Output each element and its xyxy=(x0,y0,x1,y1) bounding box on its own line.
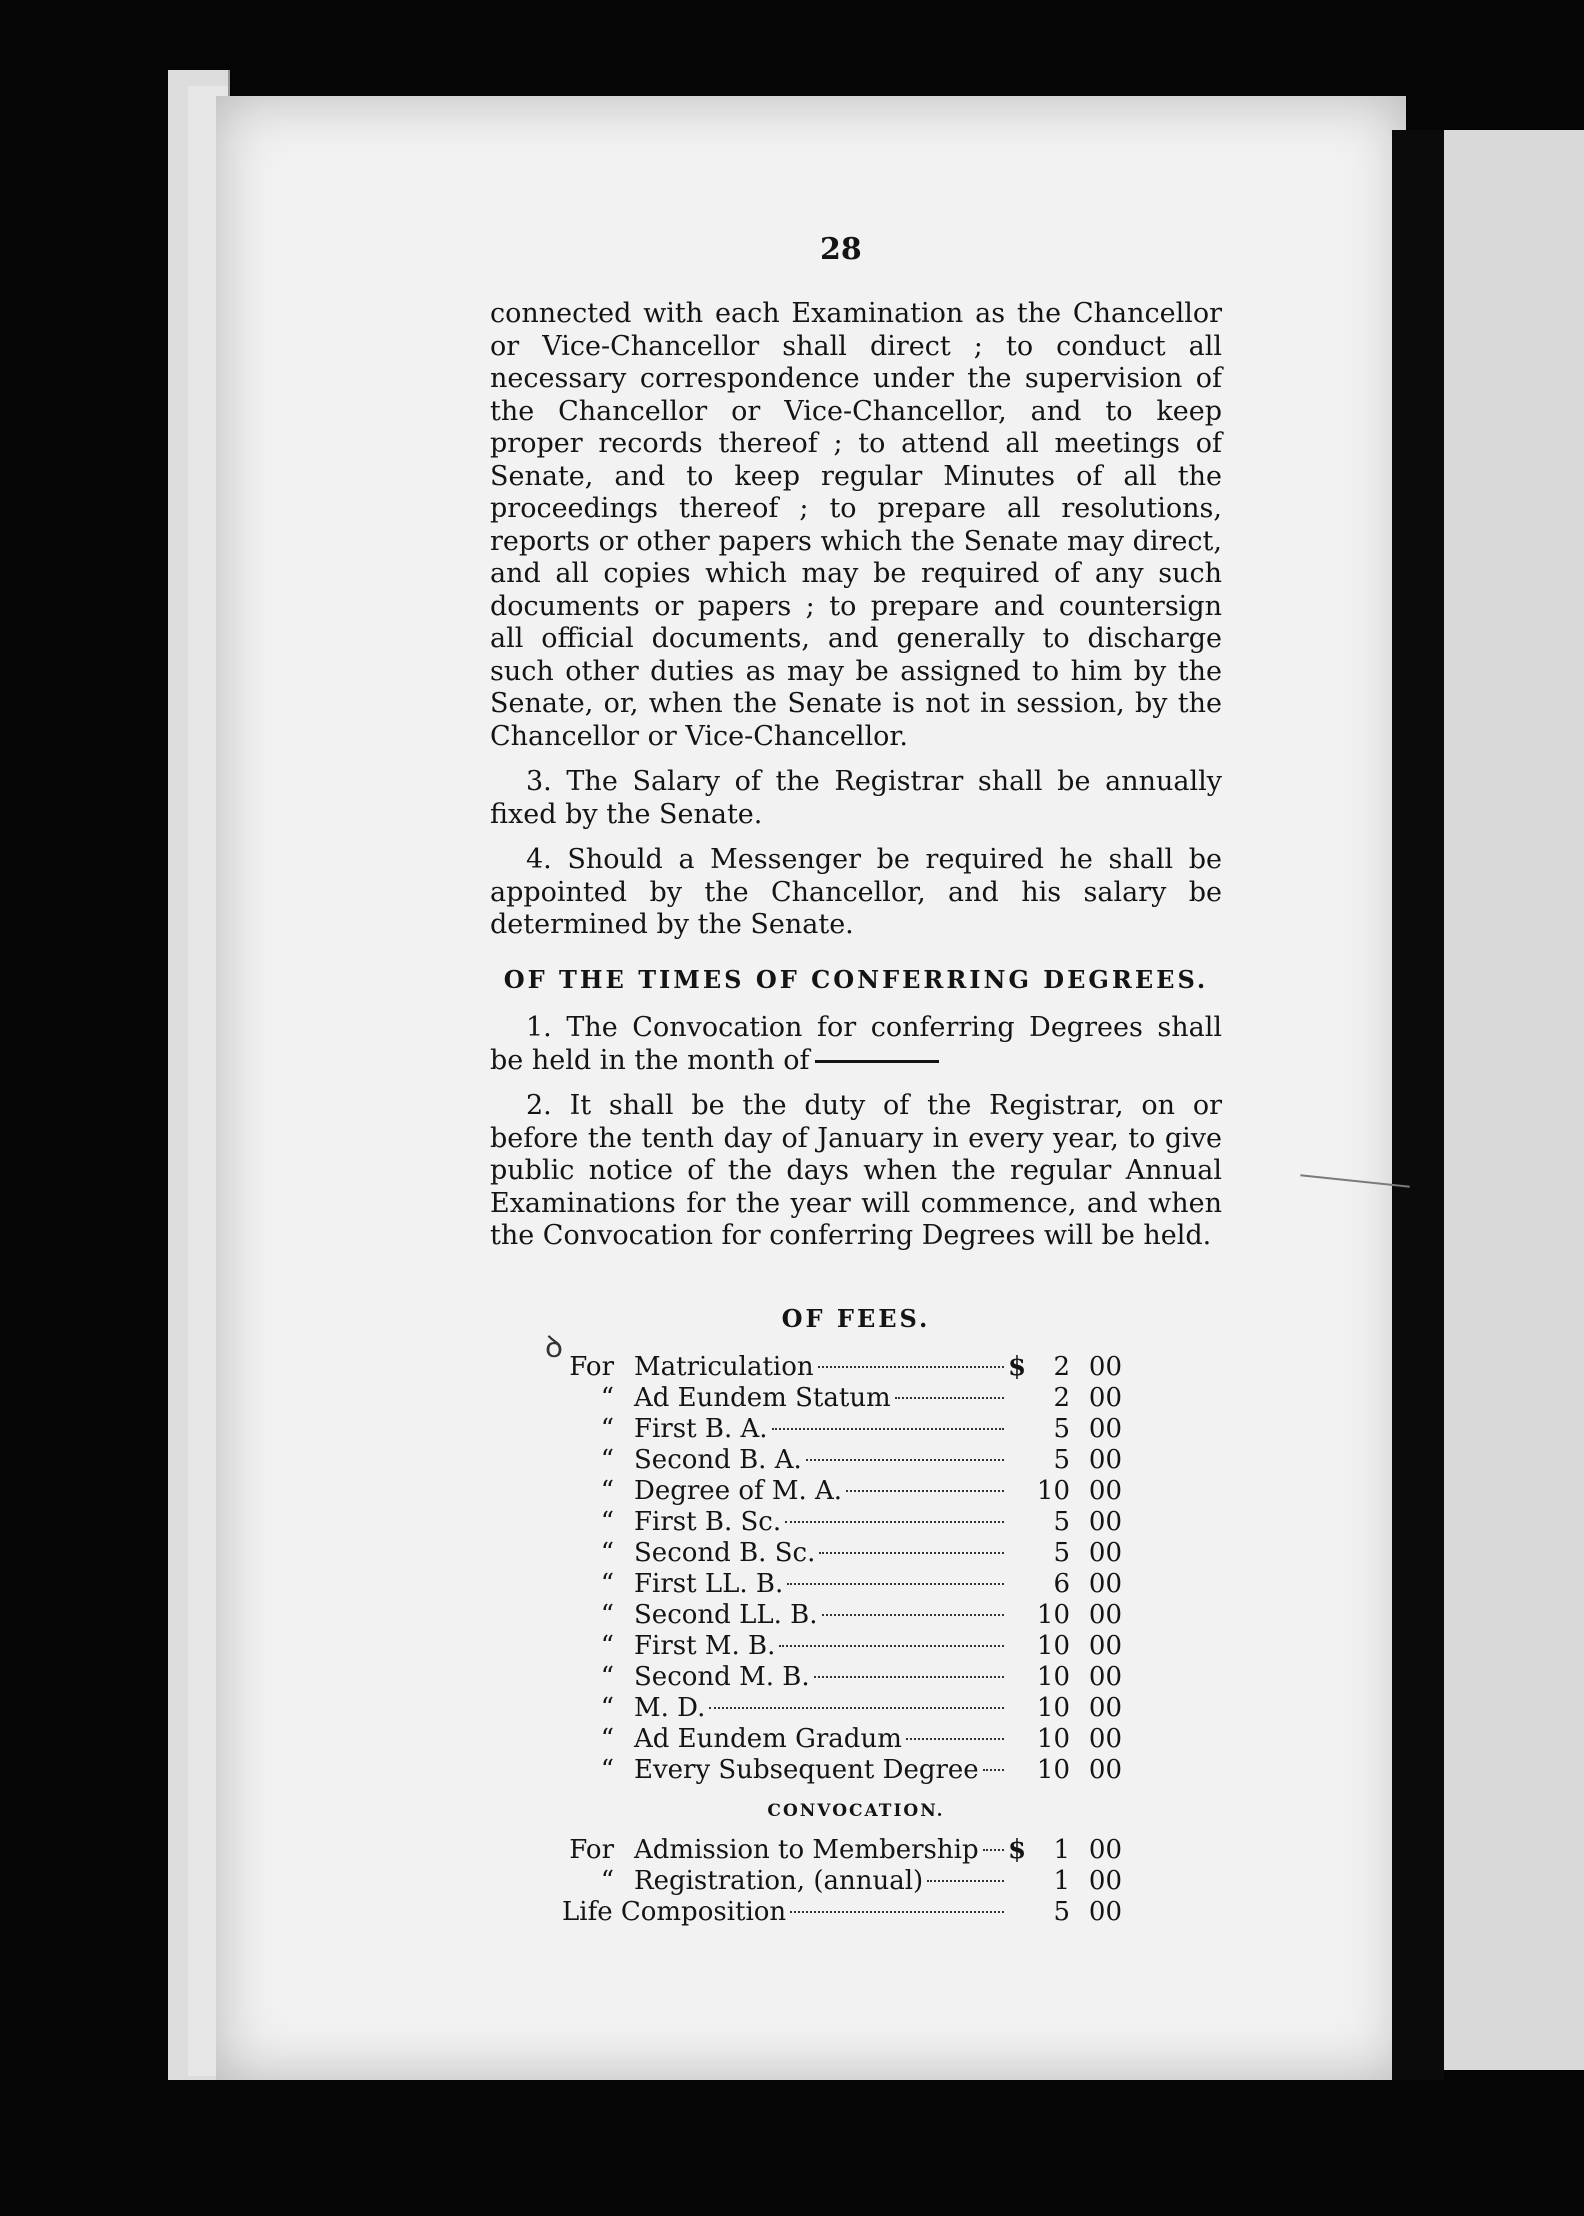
fee-row xyxy=(562,1896,1122,1927)
fee-cents: 00 xyxy=(1088,1631,1122,1661)
fee-prefix: “ xyxy=(600,1383,614,1413)
dot-leader xyxy=(709,1707,1004,1709)
fee-item-name: Admission to Membership xyxy=(634,1834,979,1865)
dot-leader xyxy=(983,1769,1004,1771)
fee-dollars: 10 xyxy=(1036,1755,1070,1785)
fee-cents: 00 xyxy=(1088,1834,1122,1865)
paragraph-messenger: 4. Should a Messenger be required he shall be appointed by the Chancellor, and his salary be determined by the Senate. xyxy=(490,844,1222,940)
page-number: 28 xyxy=(820,232,862,267)
fee-item-name: First M. B. xyxy=(634,1631,776,1661)
fee-row xyxy=(562,1444,1122,1475)
fee-item-name: Registration, (annual) xyxy=(634,1865,924,1896)
fee-dollars: 10 xyxy=(1036,1476,1070,1506)
dot-leader xyxy=(906,1738,1004,1740)
fee-item-name: M. D. xyxy=(634,1693,706,1723)
fee-cents: 00 xyxy=(1088,1600,1122,1630)
fee-item-name: First B. Sc. xyxy=(634,1507,782,1537)
fee-dollars: 5 xyxy=(1053,1507,1070,1537)
section-heading-convocation: CONVOCATION. xyxy=(767,1801,945,1821)
fee-item-name: Second M. B. xyxy=(634,1662,810,1692)
dot-leader xyxy=(785,1521,1004,1523)
fee-row xyxy=(562,1568,1122,1599)
fee-dollars: 5 xyxy=(1053,1445,1070,1475)
fee-cents: 00 xyxy=(1088,1865,1122,1896)
fee-cents: 00 xyxy=(1088,1662,1122,1692)
fee-dollars: 2 xyxy=(1053,1352,1070,1382)
fee-row xyxy=(562,1692,1122,1723)
fee-item-name: Every Subsequent Degree xyxy=(634,1755,979,1785)
fee-dollars: 1 xyxy=(1053,1834,1070,1865)
fee-row xyxy=(562,1834,1122,1865)
dot-leader xyxy=(819,1552,1004,1554)
fee-row xyxy=(562,1413,1122,1444)
fee-dollars: 2 xyxy=(1053,1383,1070,1413)
fee-dollars: 5 xyxy=(1053,1414,1070,1444)
fee-row xyxy=(562,1865,1122,1896)
fee-row xyxy=(562,1382,1122,1413)
fee-dollars: 10 xyxy=(1036,1724,1070,1754)
dot-leader xyxy=(983,1849,1004,1851)
binding-gutter xyxy=(1392,130,1444,2080)
fee-cents: 00 xyxy=(1088,1507,1122,1537)
fee-row xyxy=(562,1599,1122,1630)
dot-leader xyxy=(895,1397,1004,1399)
fee-item-name: First LL. B. xyxy=(634,1569,784,1599)
dot-leader xyxy=(779,1645,1004,1647)
fee-prefix: “ xyxy=(600,1693,614,1723)
fee-cents: 00 xyxy=(1088,1724,1122,1754)
fee-dollars: 5 xyxy=(1053,1896,1070,1927)
fee-prefix: “ xyxy=(600,1662,614,1692)
fee-dollars: 10 xyxy=(1036,1600,1070,1630)
fee-row xyxy=(562,1537,1122,1568)
fee-row xyxy=(562,1661,1122,1692)
page-body xyxy=(490,298,1222,1927)
section-heading-fees: OF FEES. xyxy=(781,1303,931,1333)
fee-item-name: Second LL. B. xyxy=(634,1600,818,1630)
paragraph-public-notice: 2. It shall be the duty of the Registrar, on or before the tenth day of January in every year, to give public notice of the days when the regular Annual Examinations for the year will commence, and when the Convocation for conferring Degrees will be held. xyxy=(490,1090,1222,1251)
dot-leader xyxy=(814,1676,1004,1678)
fee-item-name: Matriculation xyxy=(634,1352,814,1382)
fee-prefix: “ xyxy=(600,1600,614,1630)
facing-page-edge xyxy=(1442,130,1584,2070)
fee-prefix: “ xyxy=(600,1755,614,1785)
dot-leader xyxy=(790,1911,1004,1913)
fee-prefix: “ xyxy=(600,1538,614,1568)
dot-leader xyxy=(787,1583,1004,1585)
dot-leader xyxy=(818,1366,1004,1368)
fee-cents: 00 xyxy=(1088,1569,1122,1599)
fee-prefix: “ xyxy=(600,1414,614,1444)
fee-prefix: “ xyxy=(600,1724,614,1754)
fee-cents: 00 xyxy=(1088,1445,1122,1475)
paragraph-registrar-salary: 3. The Salary of the Registrar shall be annually fixed by the Senate. xyxy=(490,766,1222,830)
paragraph-convocation-month xyxy=(490,1012,1222,1077)
dot-leader xyxy=(846,1490,1004,1492)
fee-item-name: Second B. A. xyxy=(634,1445,802,1475)
fee-prefix: “ xyxy=(600,1507,614,1537)
fee-item-name: Ad Eundem Statum xyxy=(634,1383,891,1413)
section-heading-conferring-degrees: OF THE TIMES OF CONFERRING DEGREES. xyxy=(503,964,1209,994)
fee-prefix: For xyxy=(569,1834,614,1865)
dot-leader xyxy=(927,1880,1004,1882)
fee-dollars: 1 xyxy=(1053,1865,1070,1896)
fee-prefix: “ xyxy=(600,1865,614,1896)
dollar-sign: $ xyxy=(1008,1834,1027,1865)
fee-item-name: Second B. Sc. xyxy=(634,1538,816,1568)
fees-list xyxy=(562,1351,1122,1785)
fee-cents: 00 xyxy=(1088,1352,1122,1382)
fee-cents: 00 xyxy=(1088,1693,1122,1723)
fee-row xyxy=(562,1630,1122,1661)
fee-cents: 00 xyxy=(1088,1476,1122,1506)
fee-row xyxy=(562,1506,1122,1537)
fee-cents: 00 xyxy=(1088,1896,1122,1927)
fee-dollars: 5 xyxy=(1053,1538,1070,1568)
fee-prefix: For xyxy=(569,1352,614,1382)
dollar-sign: $ xyxy=(1008,1352,1027,1382)
dot-leader xyxy=(822,1614,1005,1616)
fee-prefix: “ xyxy=(600,1445,614,1475)
fee-prefix: “ xyxy=(600,1631,614,1661)
fee-prefix: “ xyxy=(600,1476,614,1506)
fee-cents: 00 xyxy=(1088,1755,1122,1785)
fee-row xyxy=(562,1475,1122,1506)
paragraph-registrar-duties: connected with each Examination as the Chancellor or Vice-Chancellor shall direct ; to conduct all necessary correspondence under the supervision of the Chancellor or Vice-Chancellor, and to keep proper records thereof ; to attend all meetings of Senate, and to keep regular Minutes of all the proceedings thereof ; to prepare all resolutions, reports or other papers which the Senate may direct, and all copies which may be required of any such documents or papers ; to prepare and countersign all official documents, and generally to discharge such other duties as may be assigned to him by the Senate, or, when the Senate is not in session, by the Chancellor or Vice-Chancellor. xyxy=(490,298,1222,752)
fee-dollars: 6 xyxy=(1053,1569,1070,1599)
dot-leader xyxy=(772,1428,1004,1430)
fee-dollars: 10 xyxy=(1036,1693,1070,1723)
fee-item-name: Degree of M. A. xyxy=(634,1476,843,1506)
fee-row xyxy=(562,1723,1122,1754)
fee-prefix: “ xyxy=(600,1569,614,1599)
margin-handwritten-mark: ꝺ xyxy=(545,1330,563,1365)
fee-cents: 00 xyxy=(1088,1538,1122,1568)
blank-fill-line xyxy=(815,1060,939,1063)
fee-row xyxy=(562,1754,1122,1785)
fee-dollars: 10 xyxy=(1036,1631,1070,1661)
fee-cents: 00 xyxy=(1088,1383,1122,1413)
fee-row xyxy=(562,1351,1122,1382)
dot-leader xyxy=(806,1459,1004,1461)
convocation-month-text: 1. The Convocation for conferring Degrees shall be held in the month of xyxy=(490,1012,1222,1076)
convocation-fees-list xyxy=(562,1834,1122,1927)
fee-cents: 00 xyxy=(1088,1414,1122,1444)
fee-item-name: First B. A. xyxy=(634,1414,768,1444)
fee-item-name: Life Composition xyxy=(562,1896,787,1927)
fee-dollars: 10 xyxy=(1036,1662,1070,1692)
fee-item-name: Ad Eundem Gradum xyxy=(634,1724,902,1754)
